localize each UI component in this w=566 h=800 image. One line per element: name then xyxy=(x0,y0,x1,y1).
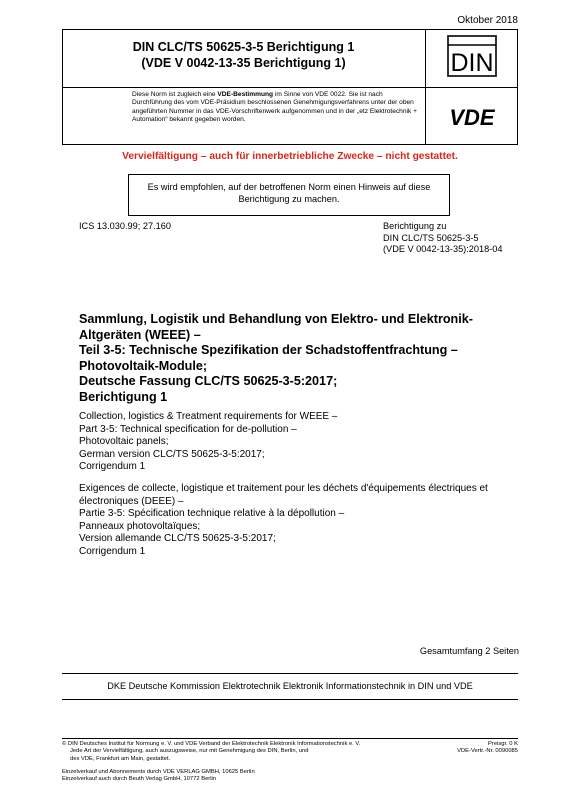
title-line: Teil 3-5: Technische Spezifikation der Schadstoffentfrachtung – xyxy=(79,343,458,358)
vde-logo-text: VDE xyxy=(449,105,495,130)
title-line: Berichtigung 1 xyxy=(79,389,168,404)
total-pages: Gesamtumfang 2 Seiten xyxy=(419,646,519,656)
din-logo xyxy=(426,29,518,88)
price-group: Preisgr. 0 K xyxy=(488,741,518,747)
title-line: Partie 3-5: Spécification technique relative à la dépollution – xyxy=(79,508,345,520)
title-line: Corrigendum 1 xyxy=(79,461,146,473)
sales-info xyxy=(62,769,422,784)
correction-line: (VDE V 0042-13-35):2018-04 xyxy=(383,244,503,255)
divider xyxy=(62,673,518,674)
copy-warning: Vervielfältigung – auch für innerbetriebliche Zwecke – nicht gestattet. xyxy=(122,151,458,162)
vde-note xyxy=(62,88,426,145)
title-line: Panneaux photovoltaïques; xyxy=(79,520,201,532)
document-vde-number: (VDE V 0042-13-35 Berichtigung 1) xyxy=(141,56,346,70)
vde-logo xyxy=(426,88,518,145)
dke-line: DKE Deutsche Kommission Elektrotechnik Elektronik Informationstechnik in DIN und VDE xyxy=(107,681,473,691)
title-line: Deutsche Fassung CLC/TS 50625-3-5:2017; xyxy=(79,374,338,389)
sales-line: Einzelverkauf und Abonnements durch VDE VERLAG GMBH, 10625 Berlin xyxy=(62,769,255,775)
document-title-block xyxy=(62,29,426,88)
title-line: Part 3-5: Technical specification for de-pollution – xyxy=(79,423,297,435)
title-german xyxy=(79,312,519,406)
sales-line: Einzelverkauf auch durch Beuth Verlag GmbH, 10772 Berlin xyxy=(62,776,217,783)
correction-line: Berichtigung zu xyxy=(383,221,447,231)
copyright-line: Jede Art der Vervielfältigung, auch auszugsweise, nur mit Genehmigung des DIN, Berlin, und xyxy=(70,748,309,755)
ics-code: ICS 13.030.99; 27.160 xyxy=(79,221,171,231)
vde-note-bold: VDE-Bestimmung xyxy=(217,91,274,98)
document-title: DIN CLC/TS 50625-3-5 Berichtigung 1 xyxy=(132,40,355,54)
vde-note-text-1: Diese Norm ist zugleich eine xyxy=(132,91,218,98)
title-line: German version CLC/TS 50625-3-5:2017; xyxy=(79,448,265,460)
vde-note-text-2: im Sinne von VDE 0022. Sie ist nach Durchführung des vom VDE-Präsidium beschlossenen Genehmigungsverfahrens unter der oben angeführten Nummer in das VDE-Vorschriftenwerk aufgenommen und in der „etz Elektrotechnik + Automation“ bekannt gegeben worden. xyxy=(132,91,417,124)
correction-reference xyxy=(383,221,503,256)
hint-box xyxy=(128,174,450,216)
copyright-notice xyxy=(62,741,422,763)
correction-line: DIN CLC/TS 50625-3-5 xyxy=(383,232,479,243)
title-line: Collection, logistics & Treatment requirements for WEEE – xyxy=(79,411,338,422)
divider xyxy=(62,738,518,739)
issue-date: Oktober 2018 xyxy=(457,15,518,26)
din-logo-text: DIN xyxy=(450,49,494,77)
title-line: Altgeräten (WEEE) – xyxy=(79,327,201,342)
title-line: Sammlung, Logistik und Behandlung von Elektro- und Elektronik- xyxy=(79,312,473,326)
hint-line: Berichtigung zu machen. xyxy=(238,194,340,204)
price-info xyxy=(457,741,518,756)
title-line: Photovoltaik-Module; xyxy=(79,358,208,373)
title-line: Version allemande CLC/TS 50625-3-5:2017; xyxy=(79,533,276,545)
title-line: Exigences de collecte, logistique et traitement pour les déchets d'équipements électriques et xyxy=(79,483,488,494)
order-number: VDE-Vertr.-Nr. 0090085 xyxy=(457,748,518,755)
din-logo-icon xyxy=(426,29,518,87)
divider xyxy=(62,699,518,700)
title-line: électroniques (DEEE) – xyxy=(79,495,184,507)
title-line: Corrigendum 1 xyxy=(79,545,146,557)
copyright-line: des VDE, Frankfurt am Main, gestattet. xyxy=(70,755,171,762)
title-line: Photovoltaic panels; xyxy=(79,436,169,448)
hint-line: Es wird empfohlen, auf der betroffenen Norm einen Hinweis auf diese xyxy=(147,182,431,192)
vde-logo-icon xyxy=(426,88,518,145)
title-english xyxy=(79,411,519,474)
copyright-line: © DIN Deutsches Institut für Normung e. V. und VDE Verband der Elektrotechnik Elektronik Informationstechnik e. V. xyxy=(62,741,361,747)
title-french xyxy=(79,483,519,559)
